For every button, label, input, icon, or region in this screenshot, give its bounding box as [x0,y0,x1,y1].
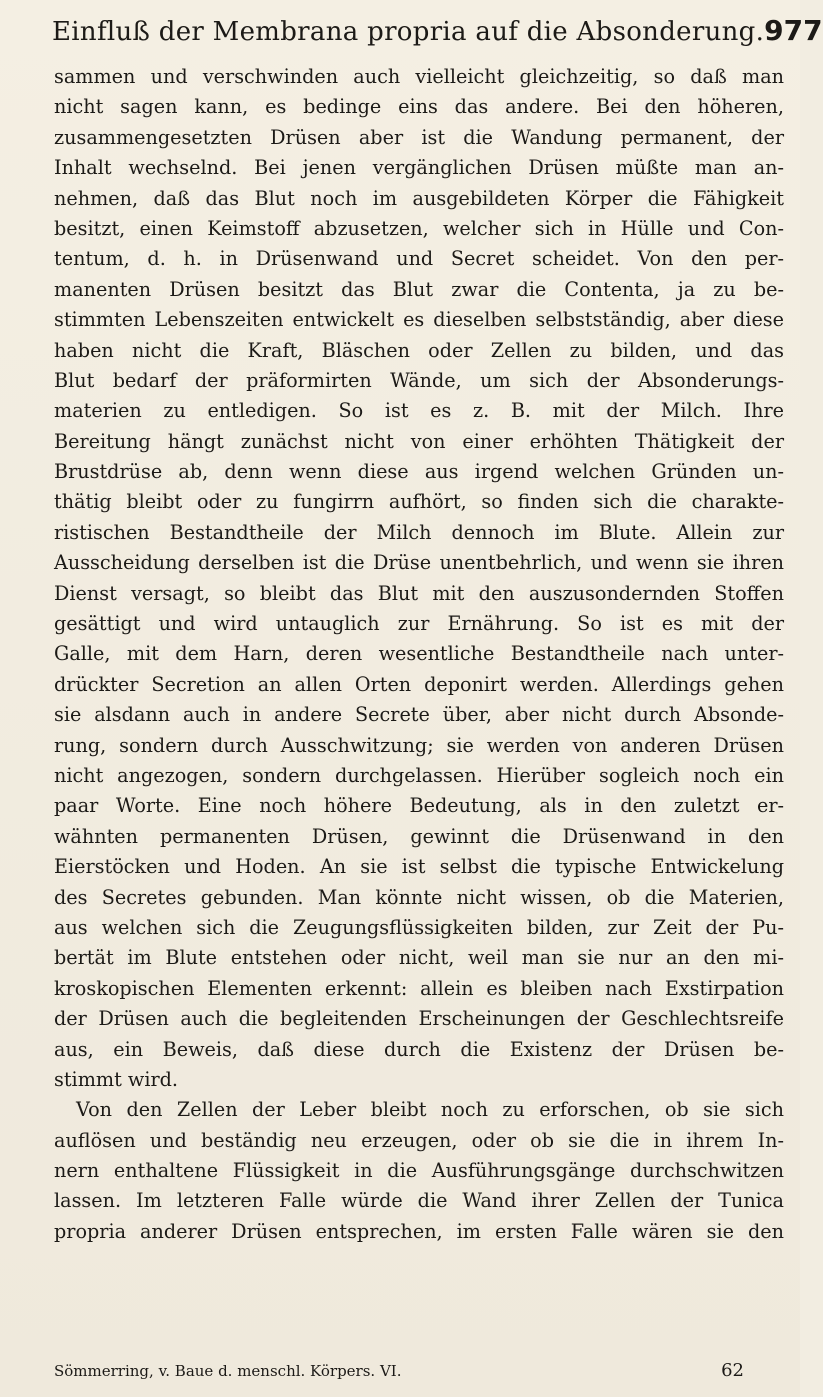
text-line: Blut bedarf der präformirten Wände, um sich der Absonderungs- [54,368,784,392]
text-line: besitzt, einen Keimstoff abzusetzen, welcher sich in Hülle und Con- [54,216,784,240]
text-line: haben nicht die Kraft, Bläschen oder Zellen zu bilden, und das [54,338,784,362]
sheet-number: 62 [721,1360,744,1381]
text-line: Dienst versagt, so bleibt das Blut mit den auszusondernden Stoffen [54,581,784,605]
body-text [54,62,784,1247]
text-line: rung, sondern durch Ausschwitzung; sie werden von anderen Drüsen [54,733,784,757]
text-line: gesättigt und wird untauglich zur Ernährung. So ist es mit der [54,612,784,636]
text-line: sammen und verschwinden auch vielleicht gleichzeitig, so daß man [54,65,784,88]
text-line: aus welchen sich die Zeugungsflüssigkeiten bilden, zur Zeit der Pu- [54,915,784,939]
signature-line: Sömmerring, v. Baue d. menschl. Körpers. VI. [54,1362,402,1380]
text-line: Bereitung hängt zunächst nicht von einer erhöhten Thätigkeit der [54,429,784,453]
text-line: stimmten Lebenszeiten entwickelt es dieselben selbstständig, aber diese [54,308,784,332]
page-footer [54,1360,744,1381]
text-line: nern enthaltene Flüssigkeit in die Ausführungsgänge durchschwitzen [54,1159,784,1183]
paragraph-1 [54,62,784,1095]
text-line: zusammengesetzten Drüsen aber ist die Wandung permanent, der [54,125,784,149]
text-line: bertät im Blute entstehen oder nicht, weil man sie nur an den mi- [54,946,784,970]
text-line: propria anderer Drüsen entsprechen, im ersten Falle wären sie den [54,1219,784,1243]
text-line: thätig bleibt oder zu fungirrn aufhört, so finden sich die charakte- [54,490,784,514]
text-line: Von den Zellen der Leber bleibt noch zu erforschen, ob sie sich [76,1098,784,1122]
text-line: tentum, d. h. in Drüsenwand und Secret scheidet. Von den per- [54,247,784,271]
text-line: Ausscheidung derselben ist die Drüse unentbehrlich, und wenn sie ihren [54,551,784,575]
page-number: 977 [764,14,823,47]
text-line: der Drüsen auch die begleitenden Erscheinungen der Geschlechtsreife [54,1007,784,1031]
text-line: sie alsdann auch in andere Secrete über, aber nicht durch Absonde- [54,703,784,727]
text-line: manenten Drüsen besitzt das Blut zwar die Contenta, ja zu be- [54,277,784,301]
running-head [52,14,823,54]
text-line: paar Worte. Eine noch höhere Bedeutung, als in den zuletzt er- [54,794,784,818]
text-line: kroskopischen Elementen erkennt: allein es bleiben nach Exstirpation [54,976,784,1000]
paragraph-2 [54,1095,784,1247]
text-line: materien zu entledigen. So ist es z. B. mit der Milch. Ihre [54,399,784,423]
text-line: nicht sagen kann, es bedinge eins das andere. Bei den höheren, [54,95,784,119]
text-line: auflösen und beständig neu erzeugen, oder ob sie die in ihrem In- [54,1128,784,1152]
text-line: Galle, mit dem Harn, deren wesentliche Bestandtheile nach unter- [54,642,784,666]
text-line: aus, ein Beweis, daß diese durch die Existenz der Drüsen be- [54,1037,784,1061]
text-line: lassen. Im letzteren Falle würde die Wand ihrer Zellen der Tunica [54,1189,784,1213]
text-line: Eierstöcken und Hoden. An sie ist selbst die typische Entwickelung [54,855,784,879]
text-line: ristischen Bestandtheile der Milch dennoch im Blute. Allein zur [54,520,784,544]
text-line: des Secretes gebunden. Man könnte nicht wissen, ob die Materien, [54,885,784,909]
text-line: stimmt wird. [54,1067,179,1091]
running-title: Einfluß der Membrana propria auf die Absonderung. [52,17,765,47]
text-line: drückter Secretion an allen Orten deponirt werden. Allerdings gehen [54,672,784,696]
text-line: nehmen, daß das Blut noch im ausgebildeten Körper die Fähigkeit [54,186,784,210]
text-line: Brustdrüse ab, denn wenn diese aus irgend welchen Gründen un- [54,460,784,484]
text-line: nicht angezogen, sondern durchgelassen. Hierüber sogleich noch ein [54,763,784,787]
text-line: Inhalt wechselnd. Bei jenen vergänglichen Drüsen müßte man an- [54,156,784,180]
text-line: wähnten permanenten Drüsen, gewinnt die Drüsenwand in den [54,824,784,848]
